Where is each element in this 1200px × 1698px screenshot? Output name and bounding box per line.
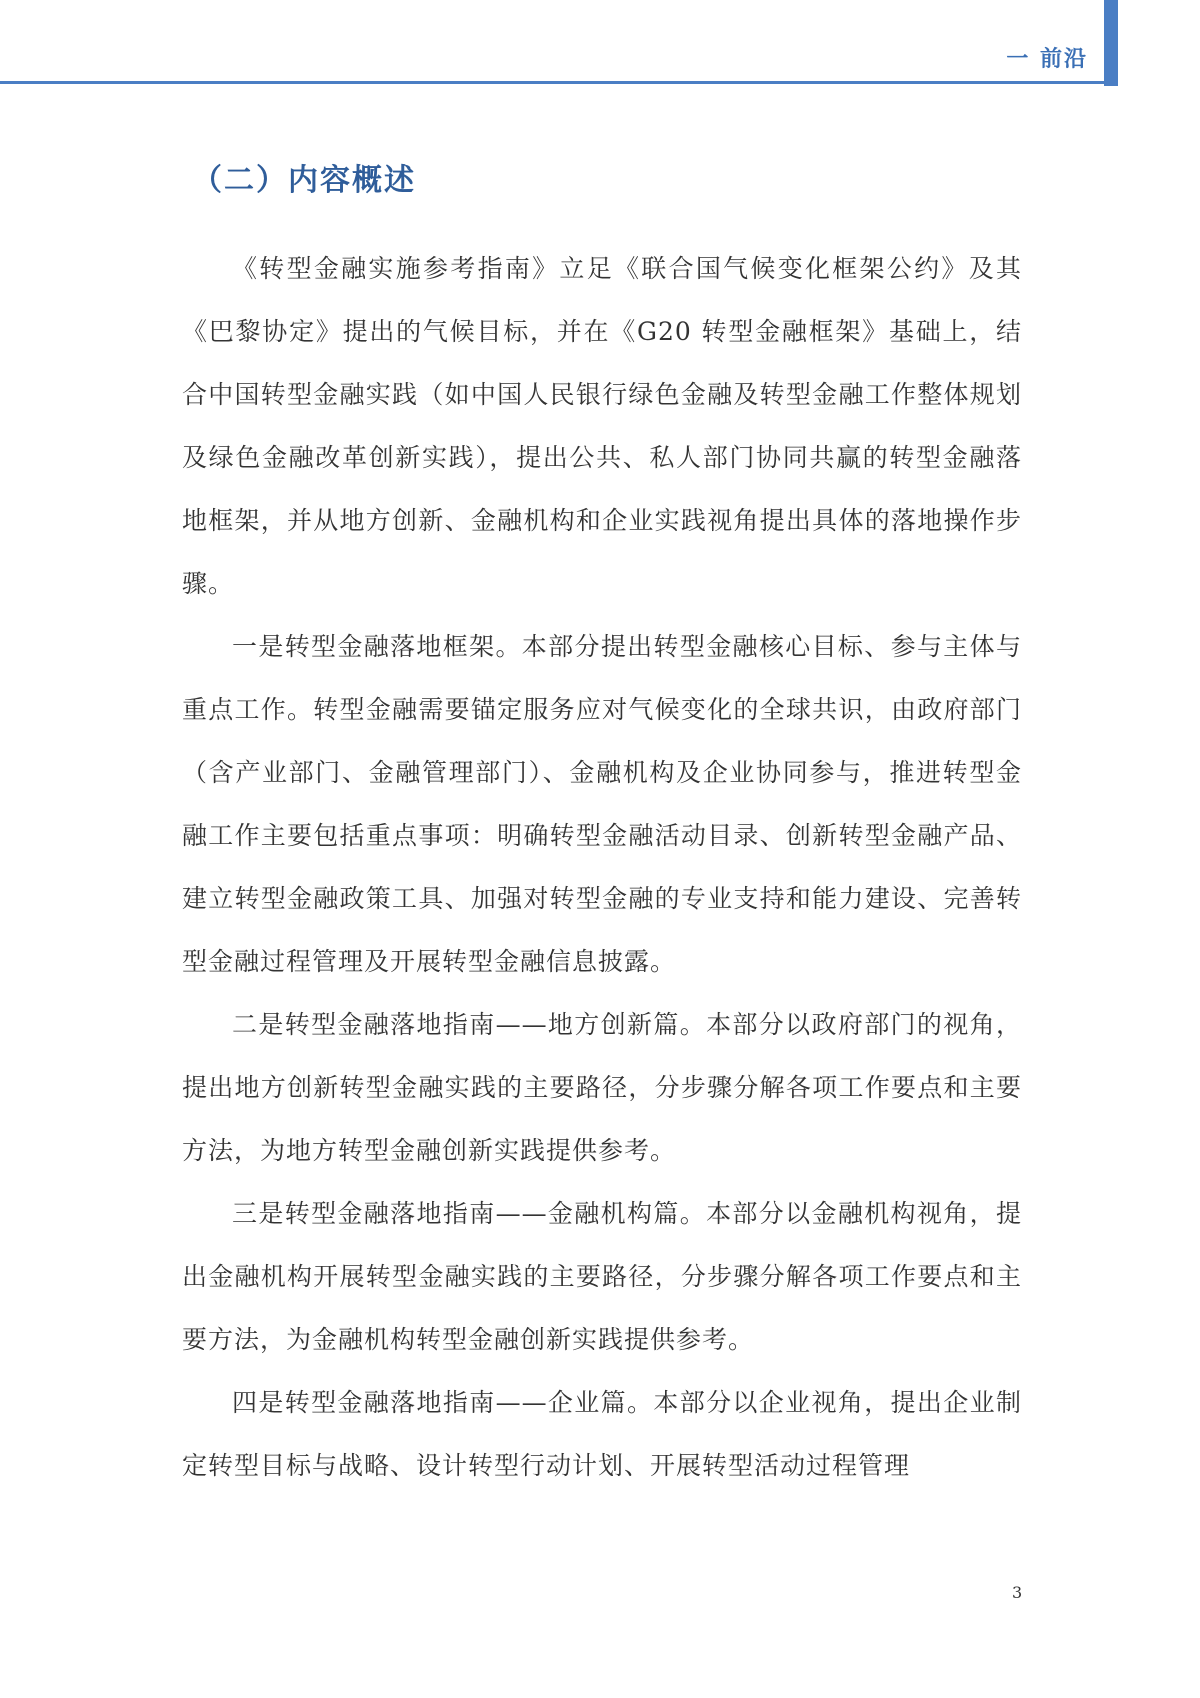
header-accent-bar [1104, 0, 1118, 86]
section-heading: （二）内容概述 [192, 163, 416, 198]
body-text [182, 237, 1022, 1497]
page-number: 3 [1012, 1583, 1023, 1602]
header-divider [0, 81, 1118, 84]
paragraph-local-innovation: 二是转型金融落地指南——地方创新篇。本部分以政府部门的视角，提出地方创新转型金融实践的主要路径，分步骤分解各项工作要点和主要方法，为地方转型金融创新实践提供参考。 [182, 1010, 1022, 1165]
paragraph-financial-institutions: 三是转型金融落地指南——金融机构篇。本部分以金融机构视角，提出金融机构开展转型金融实践的主要路径，分步骤分解各项工作要点和主要方法，为金融机构转型金融创新实践提供参考。 [182, 1199, 1022, 1354]
paragraph-framework: 一是转型金融落地框架。本部分提出转型金融核心目标、参与主体与重点工作。转型金融需要锚定服务应对气候变化的全球共识，由政府部门（含产业部门、金融管理部门）、金融机构及企业协同参与，推进转型金融工作主要包括重点事项：明确转型金融活动目录、创新转型金融产品、建立转型金融政策工具、加强对转型金融的专业支持和能力建设、完善转型金融过程管理及开展转型金融信息披露。 [182, 632, 1022, 976]
paragraph-enterprises: 四是转型金融落地指南——企业篇。本部分以企业视角，提出企业制定转型目标与战略、设计转型行动计划、开展转型活动过程管理 [182, 1388, 1022, 1480]
paragraph-intro: 《转型金融实施参考指南》立足《联合国气候变化框架公约》及其《巴黎协定》提出的气候目标，并在《G20 转型金融框架》基础上，结合中国转型金融实践（如中国人民银行绿色金融及转型金融工作整体规划及绿色金融改革创新实践），提出公共、私人部门协同共赢的转型金融落地框架，并从地方创新、金融机构和企业实践视角提出具体的落地操作步骤。 [182, 254, 1022, 598]
chapter-header: 一 前沿 [1006, 47, 1088, 72]
